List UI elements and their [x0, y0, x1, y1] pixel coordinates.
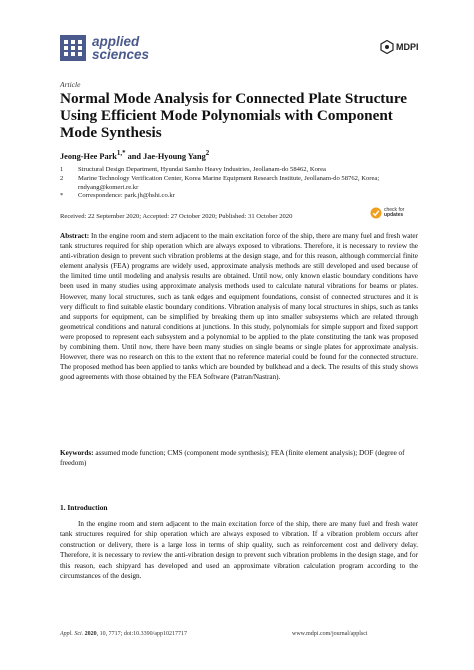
- author-name: Jeong-Hee Park: [60, 151, 117, 161]
- journal-name-line2: sciences: [92, 47, 150, 62]
- affiliation: [60, 175, 400, 193]
- affiliation-mark: 2: [60, 174, 64, 182]
- footer-journal-abbrev: Appl. Sci.: [60, 631, 84, 637]
- affiliation-text: Structural Design Department, Hyundai Samho Heavy Industries, Jeollanam-do 58462, Korea: [78, 166, 326, 173]
- correspondence-text: Correspondence: park.jh@hshi.co.kr: [78, 192, 175, 200]
- author-conjunction: and: [125, 151, 144, 161]
- affiliation-mark: *: [60, 192, 64, 200]
- footer-year: 2020: [84, 631, 97, 637]
- author-sup: 1,*: [116, 150, 126, 157]
- keywords: [60, 448, 418, 468]
- affiliation-mark: 1: [60, 166, 64, 173]
- abstract-label: Abstract:: [60, 232, 90, 240]
- journal-name-line1: applied: [92, 34, 140, 49]
- check-updates-line1: check for: [384, 206, 405, 213]
- affiliation-text: Marine Technology Verification Center, Korea Marine Equipment Research Institute, Jeollanam-do 58762, Korea; rndyang@komeri.re.kr: [78, 174, 380, 191]
- correspondence: [60, 192, 400, 201]
- author-line: [60, 150, 209, 161]
- mdpi-hexagon-icon: [380, 40, 394, 54]
- publication-dates: Received: 22 September 2020; Accepted: 27 October 2020; Published: 31 October 2020: [60, 213, 293, 220]
- journal-mark-icon: [60, 35, 86, 61]
- check-updates-icon: [370, 207, 382, 219]
- journal-name: [92, 35, 149, 61]
- intro-paragraph: In the engine room and stern adjacent to the main excitation force of the ship, there are many fuel and fresh water tank structures required for ship operation which are always exposed to vibration. If a vibration problem occurs after construction or delivery, there is a large loss in terms of ship quality, such as reinforcement cost and delivery delay. Therefore, it is necessary to review the anti-vibration design to prevent such vibration problems in the design stage, and for this reason, each shipyard has developed and used an approximate vibration calculation program according to the circumstances of the design.: [60, 520, 418, 581]
- author-name: Jae-Hyoung Yang: [143, 151, 206, 161]
- footer-website[interactable]: www.mdpi.com/journal/applsci: [292, 631, 368, 637]
- publisher-logo: [380, 40, 419, 54]
- footer-citation-rest: , 10, 7717; doi:10.3390/app10217717: [96, 631, 188, 637]
- paper-title: Normal Mode Analysis for Connected Plate Structure Using Efficient Mode Polynomials with Component Mode Synthesis: [60, 90, 408, 141]
- section-heading: 1. Introduction: [60, 503, 108, 512]
- check-updates-line2: updates: [384, 212, 404, 218]
- author-sup: 2: [205, 150, 210, 157]
- check-updates-label: [384, 208, 404, 219]
- keywords-text: assumed mode function; CMS (component mode synthesis); FEA (finite element analysis); DOF (degree of freedom): [60, 449, 405, 468]
- footer-citation: [60, 631, 187, 637]
- journal-logo: [60, 35, 149, 61]
- affiliation: [60, 166, 400, 175]
- affiliations: [60, 166, 400, 201]
- abstract-text: In the engine room and stern adjacent to the main excitation force of the ship, there are many fuel and fresh water tank structures required for ship operation which are always exposed to vibrations. Therefore, it is necessary to review the anti-vibration design to prevent such vibration problems at the design stage, and for this reason, although commercial finite element analysis (FEA) programs are widely used, approximate analysis methods are still developed and used because of the limited time until modeling and analysis results are obtained. Until now, only known elastic boundary conditions have been used in many studies using approximate analysis methods used to calculate natural vibrations for beams or plates. However, many local structures, such as tank edges and equipment foundations, consist of connected structures and it is very difficult to find suitable elastic boundary conditions. Vibration analysis of many local structures in ships, such as tanks and supports for equipment, can be simplified by breaking them up into smaller subsystems which are related through geometrical conditions and natural conditions at junctions. In this study, polynomials for simple support and fixed support were proposed to represent each subsystem and a polynomial to be applied to the plate constituting the tank was proposed by combining them. Until now, there have been many studies on single beams or single plates for approximate analysis. However, there was no research on this to the extent that no reference material could be found for the connected structure. The proposed method has been applied to tanks which are bounded by bulkhead and a deck. The results of this study shows good agreements with those obtained by the FEA Software (Patran/Nastran).: [60, 232, 418, 382]
- publisher-name: MDPI: [396, 42, 419, 52]
- abstract: [60, 231, 418, 382]
- check-for-updates-badge[interactable]: [370, 207, 404, 219]
- article-type: Article: [60, 80, 81, 89]
- keywords-label: Keywords:: [60, 449, 94, 457]
